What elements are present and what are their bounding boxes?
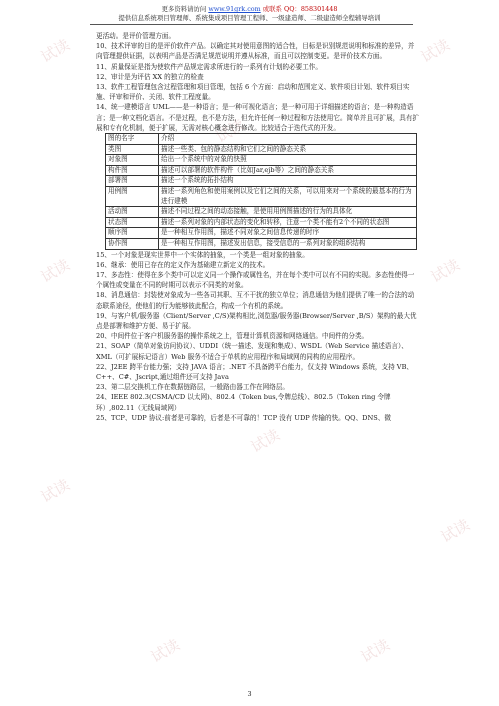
- paragraph: 10、技术评审的目的是评价软件产品。以确定其对使用意图的适合性，目标是识别规范说明和标准的差异，并向管理提供证据，以表明产品是否满足规范说明并遵从标准，而且可以控制变更。是评价技术方面。: [96, 42, 415, 61]
- table-row: [106, 176, 417, 187]
- table-cell-desc: 描述不同过程之间的动态接触，是使用用例图描述的行为的具体化: [159, 207, 417, 218]
- paragraph: 15、一个对象是现实世界中一个实体的抽象，一个类是一组对象的抽象。: [96, 250, 309, 259]
- table-row: [106, 187, 417, 207]
- watermark: 试读: [357, 635, 393, 667]
- watermark: 试读: [417, 35, 453, 67]
- paragraph: 21、SOAP（简单对象访问协议）、UDDI（统一描述、发现和集成）、WSDL（Web Service 描述语言）、XML（可扩展标记语言）Web 服务不适合于单机的应用程序和局域网的同构的应用程序。: [96, 342, 408, 361]
- table-row: [106, 207, 417, 218]
- paragraph: 13、软件工程管理包含过程管理和项目管理，包括 6 个方面：启动和范围定义、软件项目计划、软件项目实施、评审和评价、关闭、软件工程度量。: [96, 83, 410, 102]
- watermark: 试读: [212, 115, 248, 147]
- uml-diagram-table: [105, 133, 417, 250]
- table-cell-name: 顺序图: [106, 228, 159, 239]
- header-qq-label: 或联系 QQ：: [262, 5, 301, 13]
- header-qq-number: 858301448: [300, 5, 338, 13]
- paragraph: 23、第二层交换机工作在数据链路层，一般路由器工作在网络层。: [96, 383, 290, 392]
- header-divider: [90, 24, 413, 25]
- header-site-link[interactable]: www.91grk.com: [208, 5, 261, 13]
- table-cell-name: 构件图: [106, 165, 159, 176]
- page-number: 3: [247, 690, 252, 698]
- table-cell-desc: 描述一些类、包的静态结构和它们之间的静态关系: [159, 144, 417, 155]
- table-cell-name: 类图: [106, 144, 159, 155]
- table-cell-name: 部署图: [106, 176, 159, 187]
- table-cell-desc: 是一种相互作用图，描述发出信息，接受信息的一系列对象的组织结构: [159, 238, 417, 249]
- paragraph: 22、J2EE 跨平台能力强；支持 JAVA 语言；.NET 不具备跨平台能力，仅支持 Windows 系统，支持 VB、C++、C#、Jscript,通过组件还可支持 Java: [96, 362, 414, 381]
- watermark: 试读: [427, 255, 463, 287]
- table-row: [106, 217, 417, 228]
- table-header-cell: 介绍: [159, 134, 417, 145]
- table-cell-desc: 描述可以部署的软件构件（比如Jar,ejb等）之间的静态关系: [159, 165, 417, 176]
- table-cell-desc: 给出一个系统中的对象的快照: [159, 155, 417, 166]
- paragraph: 16、继承：使用已存在的定义作为基础建立新定义的技术。: [96, 260, 270, 269]
- table-cell-name: 用例图: [106, 187, 159, 207]
- paragraph: 19、与客户机/服务器（Client/Server ,C/S)架构相比,浏览器/服务器(Browser/Server ,B/S）架构的最大优点是部署和维护方便、易于扩展。: [96, 311, 417, 330]
- page-header: [0, 0, 499, 22]
- paragraph: 18、消息通信：封装使对象成为一些各司其职、互不干扰的独立单位；消息通信为他们提供了唯一的合法的动态联系途径，使他们的行为能够彼此配合，构成一个有机的系统。: [96, 291, 415, 310]
- table-row: [106, 165, 417, 176]
- table-header-cell: 图的名字: [106, 134, 159, 145]
- table-row: [106, 228, 417, 239]
- table-row: [106, 238, 417, 249]
- watermark: 试读: [37, 255, 73, 287]
- paragraph: 14、统一建模语言 UML——是一种语言；是一种可视化语言；是一种可用于详细描述的语言；是一种构造语言；是一种文档化语言。不是过程，也不是方法，但允许任何一种过程和方法使用它。简单并且可扩展，具有扩展和专有化机制，便于扩展，无需对核心概念进行修改。比较适合于迭代式的开发。: [96, 103, 420, 132]
- paragraph: 25、TCP、UDP 协议:前者是可靠的，后者是不可靠的！TCP 没有 UDP 传输的快。QQ、DNS、微: [96, 413, 391, 422]
- watermark: 试读: [37, 475, 73, 507]
- header-subtitle: 提供信息系统项目管理师、系统集成项目管理工程师、一级建造师、二级建造师全程辅导培训: [118, 13, 381, 22]
- table-row: [106, 144, 417, 155]
- paragraph: 12、审计是为评估 XX 的独立的检查: [96, 72, 204, 81]
- paragraph: 24、IEEE 802.3(CSMA/CD 以太网)、802.4（Token bus,令牌总线）、802.5（Token ring 令牌环）,802.11（无线局域网）: [96, 393, 391, 412]
- watermark: 试读: [437, 515, 473, 547]
- table-cell-desc: 描述一个系统的拓扑结构: [159, 176, 417, 187]
- table-row: [106, 155, 417, 166]
- header-contact-line: [0, 5, 499, 14]
- table-cell-desc: 描述一系列角色和使用案例以及它们之间的关系，可以用来对一个系统的最基本的行为进行建模: [159, 187, 417, 207]
- paragraph: 17、多态性：使得在多个类中可以定义同一个操作或属性名，并在每个类中可以有不同的实现。多态性使得一个属性或变量在不同的时期可以表示不同类的对象。: [96, 270, 415, 290]
- paragraph: 11、质量保证是指为使软件产品规定需求所进行的一系列有计划的必要工作。: [96, 62, 322, 71]
- watermark: 试读: [147, 635, 183, 667]
- table-cell-name: 活动图: [106, 207, 159, 218]
- watermark: 试读: [247, 425, 283, 457]
- table-cell-name: 协作图: [106, 238, 159, 249]
- watermark: 试读: [37, 35, 73, 67]
- table-cell-name: 对象图: [106, 155, 159, 166]
- paragraph: 20、中间件位于客户机服务器的操作系统之上，管理计算机资源和网络通信。中间件的分类。: [96, 332, 369, 341]
- header-prefix: 更多资料请访问: [161, 5, 207, 13]
- document-body: [96, 31, 420, 423]
- table-header-row: [106, 134, 417, 145]
- table-cell-desc: 是一种相互作用图，描述不同对象之间信息传递的时序: [159, 228, 417, 239]
- table-cell-desc: 描述一系列对象的内部状态的变化和转移，注意一个类不能有2个不同的状态图: [159, 217, 417, 228]
- paragraph: 更活动。是评价管理方面。: [96, 32, 176, 40]
- table-cell-name: 状态图: [106, 217, 159, 228]
